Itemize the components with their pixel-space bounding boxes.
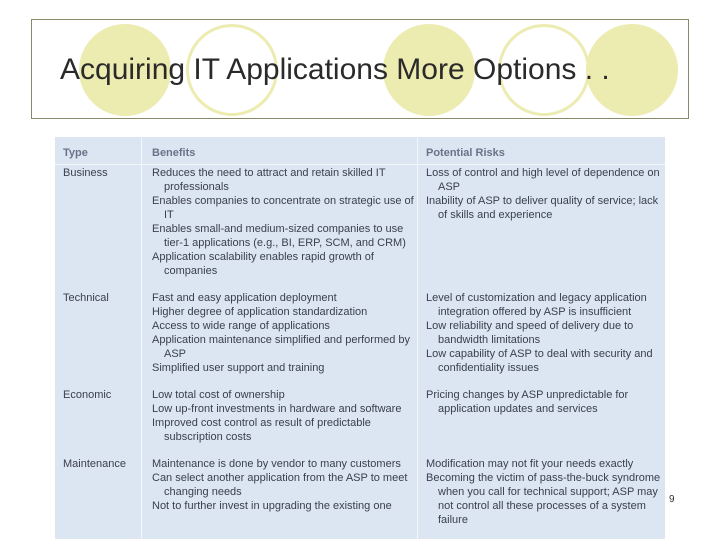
header-risks: Potential Risks [426, 147, 505, 159]
type-cell: Economic [63, 389, 112, 401]
risk-item: Becoming the victim of pass-the-buck syndrome when you call for technical support; ASP may not control all these processes of a system failure [426, 472, 661, 526]
benefit-item: Application maintenance simplified and performed by ASP [152, 334, 411, 360]
benefit-item: Reduces the need to attract and retain skilled IT professionals [152, 167, 386, 193]
risk-item: Low capability of ASP to deal with security and confidentiality issues [426, 348, 653, 374]
title-box [31, 19, 689, 119]
benefit-item: Enables companies to concentrate on strategic use of IT [152, 195, 414, 221]
benefit-item: Improved cost control as result of predictable subscription costs [152, 417, 371, 443]
benefits-list [152, 457, 414, 513]
type-cell: Business [63, 167, 108, 179]
page-number: 9 [669, 494, 675, 505]
benefit-item: Fast and easy application deployment [152, 292, 337, 304]
risk-item: Low reliability and speed of delivery due to bandwidth limitations [426, 320, 634, 346]
column-divider [141, 137, 142, 539]
benefits-list [152, 291, 414, 375]
benefit-item: Application scalability enables rapid growth of companies [152, 251, 374, 277]
benefit-item: Higher degree of application standardization [152, 306, 368, 318]
benefit-item: Maintenance is done by vendor to many customers [152, 458, 401, 470]
benefit-item: Enables small-and medium-sized companies to use tier-1 applications (e.g., BI, ERP, SCM, and CRM) [152, 223, 406, 249]
benefit-item: Low up-front investments in hardware and software [152, 403, 402, 415]
benefits-list [152, 388, 414, 444]
risks-list [426, 291, 662, 375]
risks-list [426, 166, 662, 222]
asp-options-table [55, 137, 665, 539]
header-type: Type [63, 147, 88, 159]
risk-item: Level of customization and legacy application integration offered by ASP is insufficient [426, 292, 647, 318]
risk-item: Pricing changes by ASP unpredictable for application updates and services [426, 389, 629, 415]
benefit-item: Low total cost of ownership [152, 389, 285, 401]
type-cell: Maintenance [63, 458, 126, 470]
risk-item: Loss of control and high level of dependence on ASP [426, 167, 660, 193]
benefit-item: Can select another application from the ASP to meet changing needs [152, 472, 408, 498]
benefit-item: Access to wide range of applications [152, 320, 330, 332]
risks-list [426, 457, 662, 527]
header-benefits: Benefits [152, 147, 196, 159]
column-divider [417, 137, 418, 539]
type-cell: Technical [63, 292, 109, 304]
benefit-item: Not to further invest in upgrading the existing one [152, 500, 392, 512]
slide-title: Acquiring IT Applications More Options . . [60, 53, 610, 86]
header-divider [55, 164, 665, 165]
benefit-item: Simplified user support and training [152, 362, 325, 374]
risk-item: Inability of ASP to deliver quality of service; lack of skills and experience [426, 195, 659, 221]
risk-item: Modification may not fit your needs exactly [426, 458, 634, 470]
risks-list [426, 388, 662, 416]
benefits-list [152, 166, 414, 278]
